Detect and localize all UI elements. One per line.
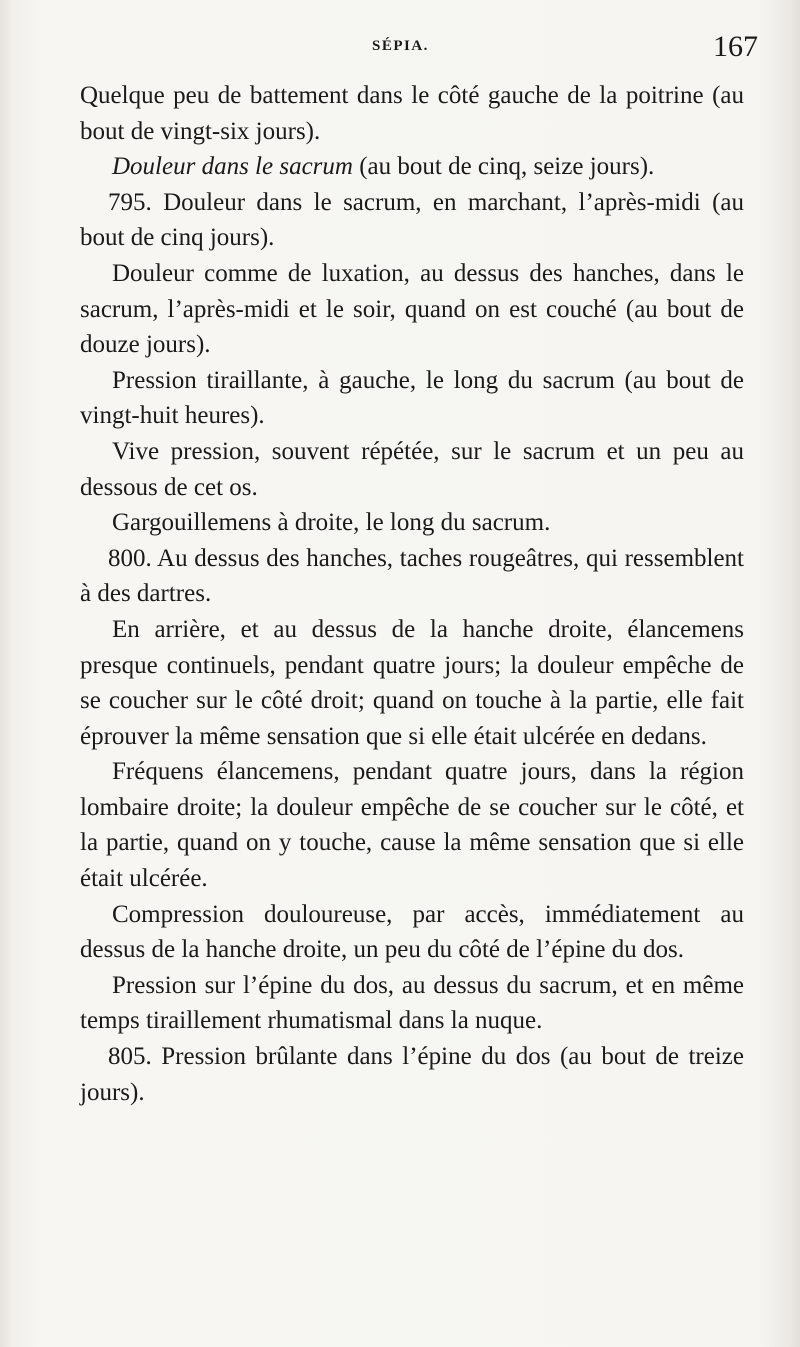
- numbered-paragraph: 805. Pression brûlante dans l’épine du dos (au bout de treize jours).: [80, 1043, 744, 1106]
- page-header: [80, 30, 760, 76]
- paragraph: Vive pression, souvent répétée, sur le sacrum et un peu au dessous de cet os.: [80, 437, 744, 501]
- numbered-paragraph: 800. Au dessus des hanches, taches rougeâtres, qui ressemblent à des dartres.: [80, 544, 744, 608]
- paragraph: Douleur dans le sacrum (au bout de cinq, seize jours).: [112, 153, 655, 181]
- paragraph: En arrière, et au dessus de la hanche droite, élancemens presque continuels, pendant quatre jours; la douleur empêche de se coucher sur le côté droit; quand on touche à la partie, elle fait éprouver la même sensation que si elle était ulcérée en dedans.: [80, 615, 744, 750]
- paragraph: Gargouillemens à droite, le long du sacrum.: [112, 509, 551, 537]
- numbered-paragraph: 795. Douleur dans le sacrum, en marchant, l’après-midi (au bout de cinq jours).: [80, 188, 744, 252]
- page-number: 167: [713, 30, 758, 63]
- italic-heading: Douleur dans le sacrum: [112, 153, 353, 181]
- paragraph: Pression sur l’épine du dos, au dessus du sacrum, et en même temps tiraillement rhumatismal dans la nuque.: [80, 971, 744, 1035]
- paragraph: Fréquens élancemens, pendant quatre jours, dans la région lombaire droite; la douleur empêche de se coucher sur le côté, et la partie, quand on y touche, cause la même sensation que si elle était ulcérée.: [80, 758, 744, 893]
- paragraph: Quelque peu de battement dans le côté gauche de la poitrine (au bout de vingt-six jours).: [80, 82, 744, 145]
- running-head: SÉPIA.: [372, 38, 429, 54]
- paragraph: Douleur comme de luxation, au dessus des hanches, dans le sacrum, l’après-midi et le soir, quand on est couché (au bout de douze jours).: [80, 259, 744, 359]
- paragraph: Pression tiraillante, à gauche, le long du sacrum (au bout de vingt-huit heures).: [80, 366, 744, 430]
- body-text: [80, 78, 744, 1110]
- paragraph: Compression douloureuse, par accès, immédiatement au dessus de la hanche droite, un peu du côté de l’épine du dos.: [80, 900, 744, 964]
